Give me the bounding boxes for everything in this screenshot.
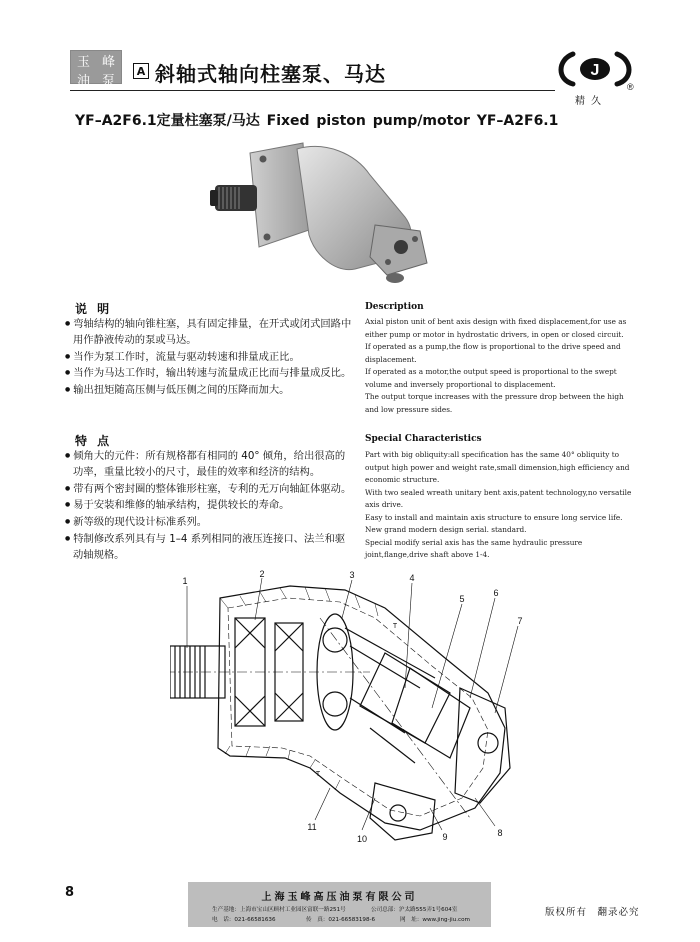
paragraph: If operated as a motor,the output speed is proportional to the swept volume and inversely proportional to displacement. [365, 367, 617, 389]
features-heading-cn: 特 点 [75, 434, 113, 448]
phone-number: 电 话：021-66581636 [212, 917, 276, 923]
fax-number: 传 真：021-66583198-6 [306, 917, 376, 923]
paragraph: With two sealed wreath unitary bent axis,patent technology,no versatile axis drive. [365, 487, 632, 509]
description-heading-cn: 说 明 [75, 302, 113, 316]
list-item: ● 当作为泵工作时，流量与驱动转速和排量成正比。 [65, 349, 355, 366]
page-title: 斜轴式轴向柱塞泵、马达 [155, 62, 386, 86]
copyright-notice: 版权所有 翻录必究 [545, 907, 640, 918]
paragraph: If operated as a pump,the flow is proportional to the drive speed and displacement. [365, 342, 621, 364]
features-list-cn [65, 448, 355, 564]
brand-logo-icon [555, 46, 635, 92]
features-text-en [365, 449, 635, 562]
callout-label: 5 [459, 594, 465, 604]
cross-section-drawing [170, 568, 530, 858]
callout-label: 3 [349, 570, 355, 580]
footer-contact-box [188, 882, 491, 927]
list-item: ● 弯轴结构的轴向锥柱塞，具有固定排量，在开式或闭式回路中用作静液传动的泵或马达。 [65, 316, 355, 349]
paragraph: Axial piston unit of bent axis design with fixed displacement,for use as either pump or motor in hydrostatic drivers, in open or closed circuit. [365, 317, 627, 339]
paragraph: Part with big obliquity:all specification has the same 40° obliquity to output high power and weight rate,small dimension,high efficiency and economic structure. [365, 450, 630, 484]
callout-label: 9 [442, 832, 448, 842]
pump-photo [205, 135, 445, 295]
brand-name: 精久 [575, 96, 607, 107]
list-item: ● 当作为马达工作时，输出转速与流量成正比而与排量成反比。 [65, 365, 355, 382]
logo-char: 玉 [76, 55, 90, 70]
callout-label: 1 [182, 576, 188, 586]
callout-label: 8 [497, 828, 503, 838]
company-name: 上海玉峰高压油泵有限公司 [261, 892, 418, 903]
list-item: ● 输出扭矩随高压侧与低压侧之间的压降而加大。 [65, 382, 355, 399]
section-badge: A [133, 63, 149, 79]
list-item: ● 易于安装和维修的轴承结构，提供较长的寿命。 [65, 497, 355, 514]
header-divider [70, 90, 555, 91]
list-item: ● 新等级的现代设计标准系列。 [65, 514, 355, 531]
paragraph: New grand modern design serial. standard. [365, 525, 527, 534]
list-item: ● 倾角大的元件：所有规格都有相同的 40° 倾角，给出很高的功率，重量比较小的尺寸，最佳的效率和经济的结构。 [65, 448, 355, 481]
callout-label: 10 [356, 834, 368, 844]
logo-char: 油 [76, 74, 90, 89]
paragraph: The output torque increases with the pressure drop between the high and low pressure sides. [365, 392, 624, 414]
company-logo [70, 50, 122, 89]
description-heading-en: Description [365, 302, 424, 312]
features-heading-en: Special Characteristics [365, 434, 482, 444]
callout-label: 7 [517, 616, 523, 626]
list-item: ● 带有两个密封圈的整体锥形柱塞，专利的无万向轴缸体驱动。 [65, 481, 355, 498]
hq-address: 公司总部：沪太路555弄1号604室 [371, 907, 458, 913]
callout-label: 11 [307, 822, 317, 832]
callout-label: 2 [259, 569, 265, 579]
website-url: 网 址：www.jing-jiu.com [400, 917, 470, 923]
description-list-cn [65, 316, 355, 399]
port-label: T [392, 623, 398, 630]
paragraph: Easy to install and maintain axis structure to ensure long service life. [365, 512, 623, 522]
brand-letter: J [590, 62, 600, 79]
port-label: T [315, 771, 321, 778]
logo-char: 峰 [101, 55, 115, 70]
page-number: 8 [65, 885, 75, 900]
callout-label: 4 [409, 573, 415, 583]
logo-char: 泵 [101, 74, 115, 89]
factory-address: 生产基地：上海市宝山区顾村工业园区富联一路251号 [212, 907, 346, 913]
paragraph: Special modify serial axis has the same hydraulic pressure joint,flange,drive shaft above 1-4. [365, 537, 583, 559]
list-item: ● 特制修改系列具有与 1–4 系列相同的液压连接口、法兰和驱动轴规格。 [65, 531, 355, 564]
registered-mark: ® [627, 82, 634, 92]
callout-label: 6 [493, 588, 499, 598]
product-subtitle: YF–A2F6.1定量柱塞泵/马达 Fixed piston pump/motor YF–A2F6.1 [75, 113, 559, 129]
description-text-en [365, 316, 635, 416]
